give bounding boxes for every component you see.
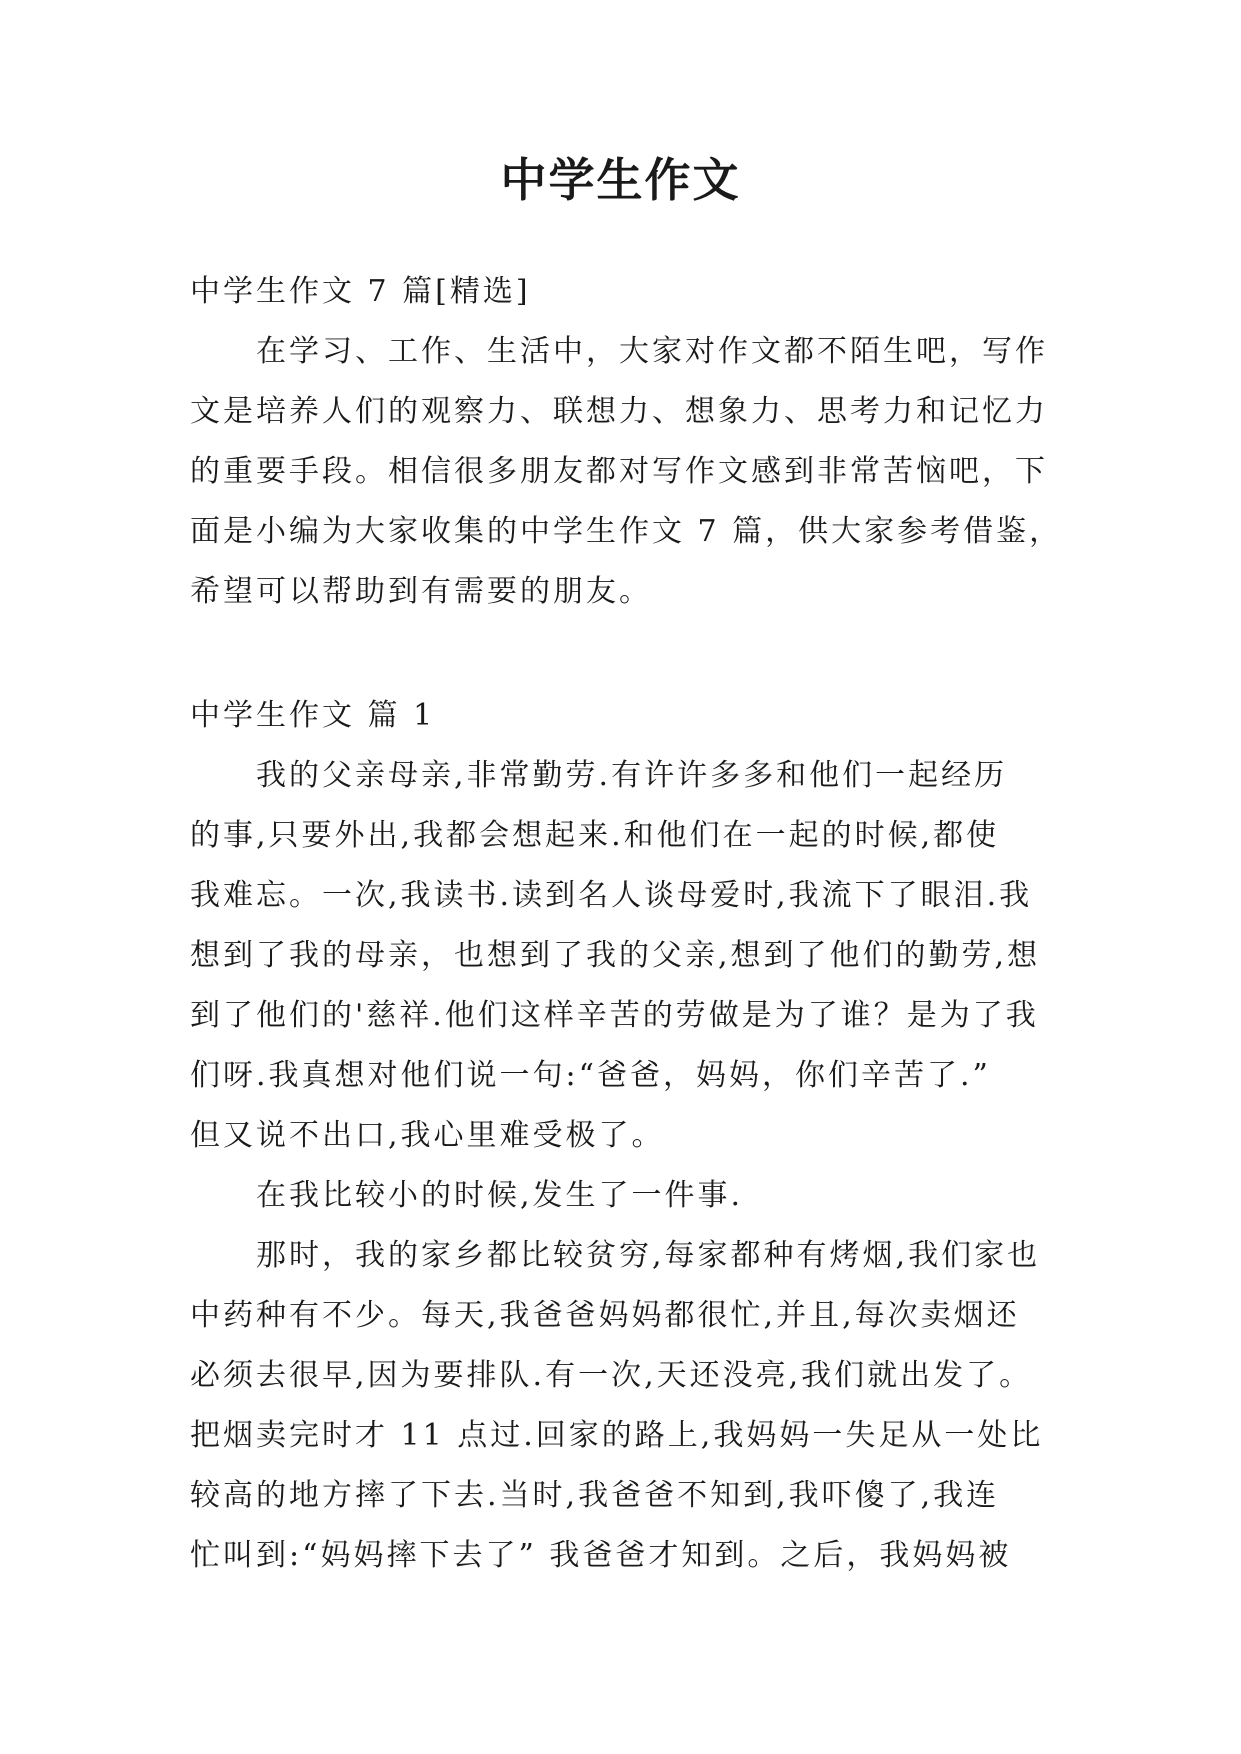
paragraph-line: 中药种有不少。每天,我爸爸妈妈都很忙,并且,每次卖烟还: [190, 1298, 1020, 1333]
paragraph-line: 忙叫到:“妈妈摔下去了” 我爸爸才知到。之后，我妈妈被: [190, 1538, 1012, 1573]
paragraph-1: [190, 746, 1070, 1166]
paragraph-line: 想到了我的母亲，也想到了我的父亲,想到了他们的勤劳,想: [190, 938, 1041, 973]
paragraph-2: [190, 1166, 1070, 1226]
paragraph-line: 我的父亲母亲,非常勤劳.有许许多多和他们一起经历: [256, 758, 1008, 793]
paragraph-line: 我难忘。一次,我读书.读到名人谈母爱时,我流下了眼泪.我: [190, 878, 1033, 913]
intro-line: 面是小编为大家收集的中学生作文 7 篇，供大家参考借鉴，: [190, 514, 1063, 549]
section-heading: 中学生作文 篇 1: [190, 698, 436, 733]
document-title: 中学生作文: [500, 153, 741, 207]
paragraph-line: 必须去很早,因为要排队.有一次,天还没亮,我们就出发了。: [190, 1358, 1033, 1393]
paragraph-line: 在我比较小的时候,发生了一件事.: [256, 1178, 744, 1213]
paragraph-line: 但又说不出口,我心里难受极了。: [190, 1118, 665, 1153]
paragraph-3: [190, 1226, 1070, 1586]
intro-paragraph: [190, 322, 1070, 622]
paragraph-line: 的事,只要外出,我都会想起来.和他们在一起的时候,都使: [190, 818, 1000, 853]
intro-line: 在学习、工作、生活中，大家对作文都不陌生吧，写作: [256, 334, 1048, 369]
paragraph-line: 那时，我的家乡都比较贫穷,每家都种有烤烟,我们家也: [256, 1238, 1041, 1273]
paragraph-line: 把烟卖完时才 11 点过.回家的路上,我妈妈一失足从一处比: [190, 1418, 1044, 1453]
document-body: [190, 262, 1070, 1586]
paragraph-line: 们呀.我真想对他们说一句:“爸爸，妈妈，你们辛苦了.”: [190, 1058, 991, 1093]
paragraph-line: 到了他们的'慈祥.他们这样辛苦的劳做是为了谁？是为了我: [190, 998, 1039, 1033]
document-subtitle: 中学生作文 7 篇[精选]: [190, 274, 531, 309]
intro-line: 文是培养人们的观察力、联想力、想象力、思考力和记忆力: [190, 394, 1048, 429]
intro-line: 希望可以帮助到有需要的朋友。: [190, 574, 652, 609]
intro-line: 的重要手段。相信很多朋友都对写作文感到非常苦恼吧，下: [190, 454, 1048, 489]
section-gap: [190, 622, 1070, 686]
paragraph-line: 较高的地方摔了下去.当时,我爸爸不知到,我吓傻了,我连: [190, 1478, 1000, 1513]
